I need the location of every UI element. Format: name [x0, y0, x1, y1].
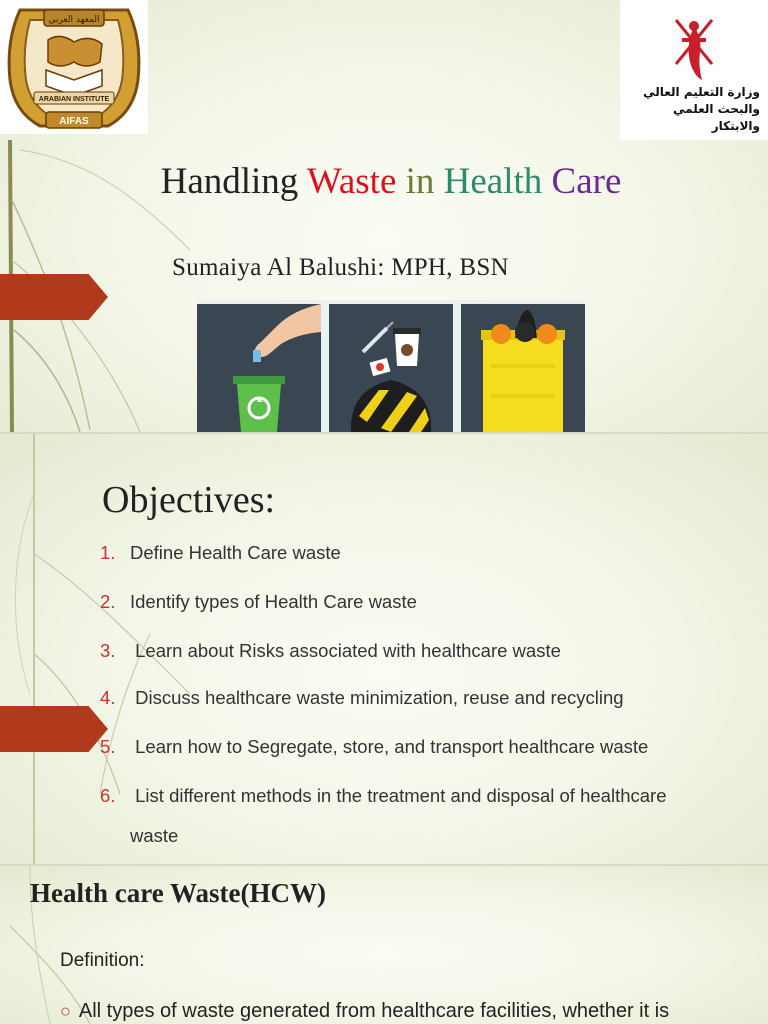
title-slide: [0, 0, 768, 432]
slide-heading: Health care Waste(HCW): [30, 878, 326, 908]
waste-illustration-banner: [197, 300, 585, 432]
title-handling: Handling: [160, 161, 307, 202]
yellow-waste-bin-icon: [461, 304, 585, 432]
logo-arabic-text: المعهد العربي: [48, 15, 100, 25]
definition-slide: [0, 866, 768, 1024]
list-item: [100, 640, 561, 662]
item-text: waste: [130, 825, 179, 846]
khanjar-emblem-icon: [620, 0, 768, 84]
list-item: [100, 542, 341, 564]
ministry-name-line2: والبحث العلمي والابتكار: [673, 102, 760, 133]
item-number: 1.: [100, 542, 116, 563]
objectives-title: Objectives:: [102, 479, 276, 521]
title-space: [542, 161, 551, 202]
yellow-bin-panel: [461, 304, 585, 432]
bullet-circle-icon: ○: [60, 1001, 71, 1021]
item-text: Learn about Risks associated with healthcare waste: [130, 640, 561, 661]
definition-label: Definition:: [60, 950, 145, 971]
definition-bullet: [60, 1000, 669, 1023]
hazard-panel: [329, 304, 453, 432]
presenter-name: Sumaiya Al Balushi: MPH, BSN: [172, 254, 509, 281]
objectives-slide: [0, 434, 768, 864]
accent-tab: [0, 274, 108, 320]
logo-badge-text: AIFAS: [59, 116, 89, 127]
item-number: 5.: [100, 736, 116, 757]
litter-piece-icon: [253, 350, 261, 362]
accent-tab: [0, 706, 108, 752]
arabian-institute-logo: [0, 0, 148, 134]
coffee-cup-icon: [393, 328, 421, 366]
item-number: 4.: [100, 687, 116, 708]
list-item: [100, 591, 417, 613]
list-item: [100, 736, 648, 758]
list-item: [100, 785, 666, 807]
ministry-name-line1: وزارة التعليم العالي: [643, 85, 760, 99]
list-item-continuation: [100, 825, 178, 847]
recycle-bin-icon: [233, 376, 285, 432]
list-item: [100, 687, 624, 709]
item-number: 2.: [100, 591, 116, 612]
logo-english-text: ARABIAN INSTITUTE: [38, 96, 110, 103]
title-waste: Waste: [306, 161, 397, 202]
recycle-panel: [197, 304, 321, 432]
ministry-name-text: [628, 84, 760, 135]
item-number: 6.: [100, 785, 116, 806]
item-text: Define Health Care waste: [130, 542, 341, 563]
title-health: Health: [443, 161, 543, 202]
bullet-text: All types of waste generated from healthcare facilities, whether it is: [78, 1000, 670, 1022]
item-number: 3.: [100, 640, 116, 661]
item-text: List different methods in the treatment and disposal of healthcare: [130, 785, 667, 806]
item-text: Identify types of Health Care waste: [130, 591, 417, 612]
hazard-bag-icon: [351, 380, 431, 432]
item-text: Learn how to Segregate, store, and transport healthcare waste: [130, 736, 649, 757]
title-in: in: [396, 161, 444, 202]
institute-emblem-icon: [0, 0, 148, 134]
item-text: Discuss healthcare waste minimization, reuse and recycling: [130, 687, 624, 708]
ministry-logo: [620, 0, 768, 140]
syringe-icon: [363, 328, 387, 352]
hand-dropping-litter-icon: [255, 304, 321, 357]
presentation-title: [0, 160, 768, 203]
title-care: Care: [551, 161, 622, 202]
